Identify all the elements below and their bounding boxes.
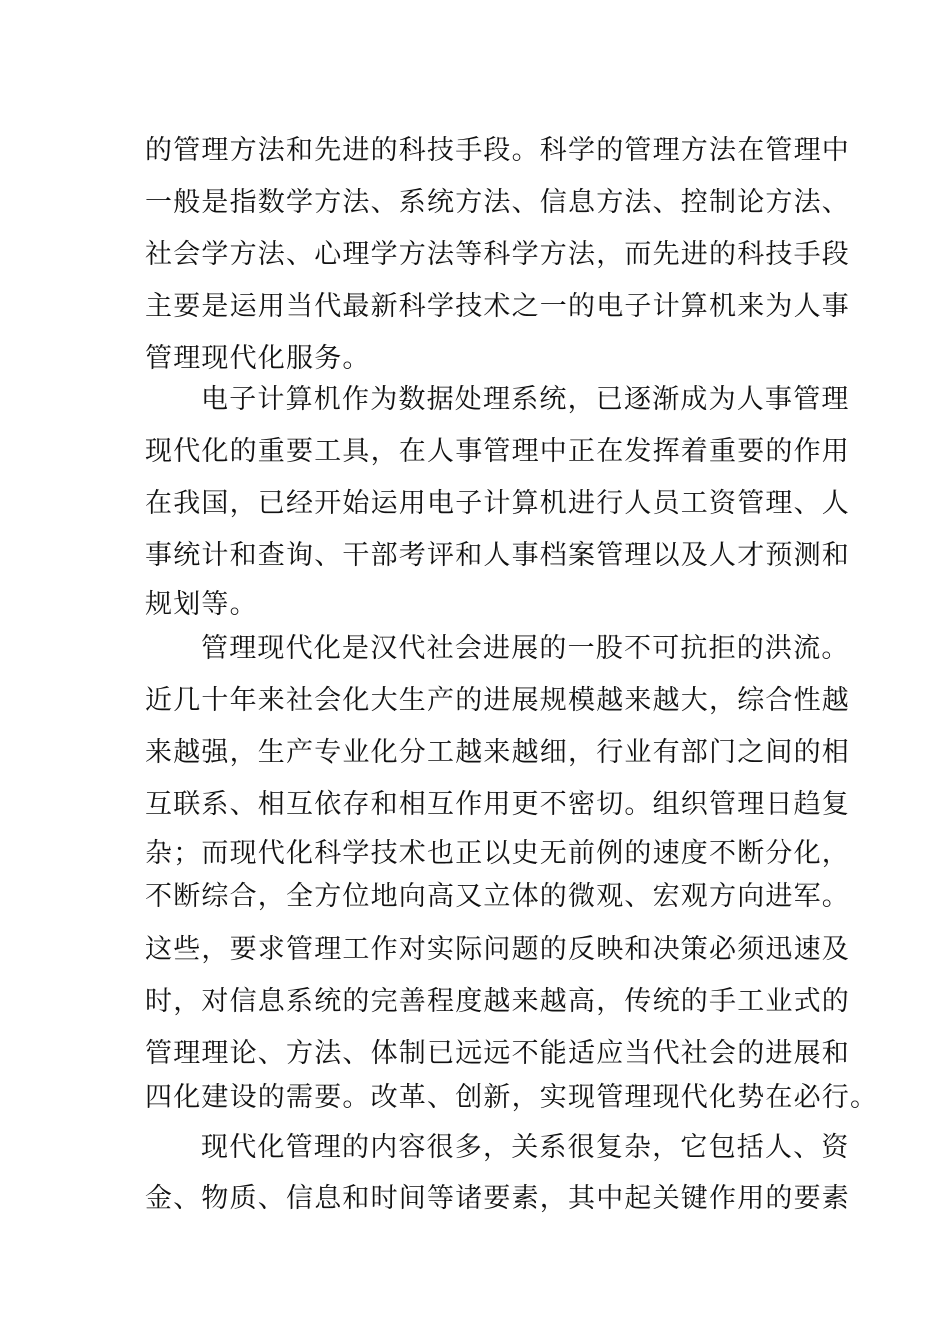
text-line: 主要是运用当代最新科学技术之一的电子计算机来为人事 bbox=[145, 291, 850, 322]
text-line: 不断综合，全方位地向高又立体的微观、宏观方向进军。 bbox=[145, 881, 850, 912]
text-line: 规划等。 bbox=[145, 589, 258, 620]
text-line: 电子计算机作为数据处理系统，已逐渐成为人事管理 bbox=[201, 384, 850, 415]
text-line: 四化建设的需要。改革、创新，实现管理现代化势在必行。 bbox=[145, 1082, 879, 1113]
text-line: 管理现代化是汉代社会进展的一股不可抗拒的洪流。 bbox=[201, 633, 850, 664]
text-line: 在我国，已经开始运用电子计算机进行人员工资管理、人 bbox=[145, 488, 850, 519]
text-line: 来越强，生产专业化分工越来越细，行业有部门之间的相 bbox=[145, 737, 850, 768]
text-line: 管理理论、方法、体制已远远不能适应当代社会的进展和 bbox=[145, 1038, 850, 1069]
text-line: 管理现代化服务。 bbox=[145, 343, 371, 374]
text-line: 现代化管理的内容很多，关系很复杂，它包括人、资 bbox=[201, 1132, 850, 1163]
text-line: 现代化的重要工具，在人事管理中正在发挥着重要的作用 bbox=[145, 436, 850, 467]
text-line: 近几十年来社会化大生产的进展规模越来越大，综合性越 bbox=[145, 685, 850, 716]
text-line: 社会学方法、心理学方法等科学方法，而先进的科技手段 bbox=[145, 239, 850, 270]
text-line: 杂；而现代化科学技术也正以史无前例的速度不断分化， bbox=[145, 838, 850, 869]
text-line: 这些，要求管理工作对实际问题的反映和决策必须迅速及 bbox=[145, 934, 850, 965]
text-line: 金、物质、信息和时间等诸要素，其中起关键作用的要素 bbox=[145, 1183, 850, 1214]
text-line: 一般是指数学方法、系统方法、信息方法、控制论方法、 bbox=[145, 187, 850, 218]
text-line: 事统计和查询、干部考评和人事档案管理以及人才预测和 bbox=[145, 540, 850, 571]
text-line: 互联系、相互依存和相互作用更不密切。组织管理日趋复 bbox=[145, 789, 850, 820]
text-line: 时，对信息系统的完善程度越来越高，传统的手工业式的 bbox=[145, 986, 850, 1017]
text-line: 的管理方法和先进的科技手段。科学的管理方法在管理中 bbox=[145, 135, 850, 166]
